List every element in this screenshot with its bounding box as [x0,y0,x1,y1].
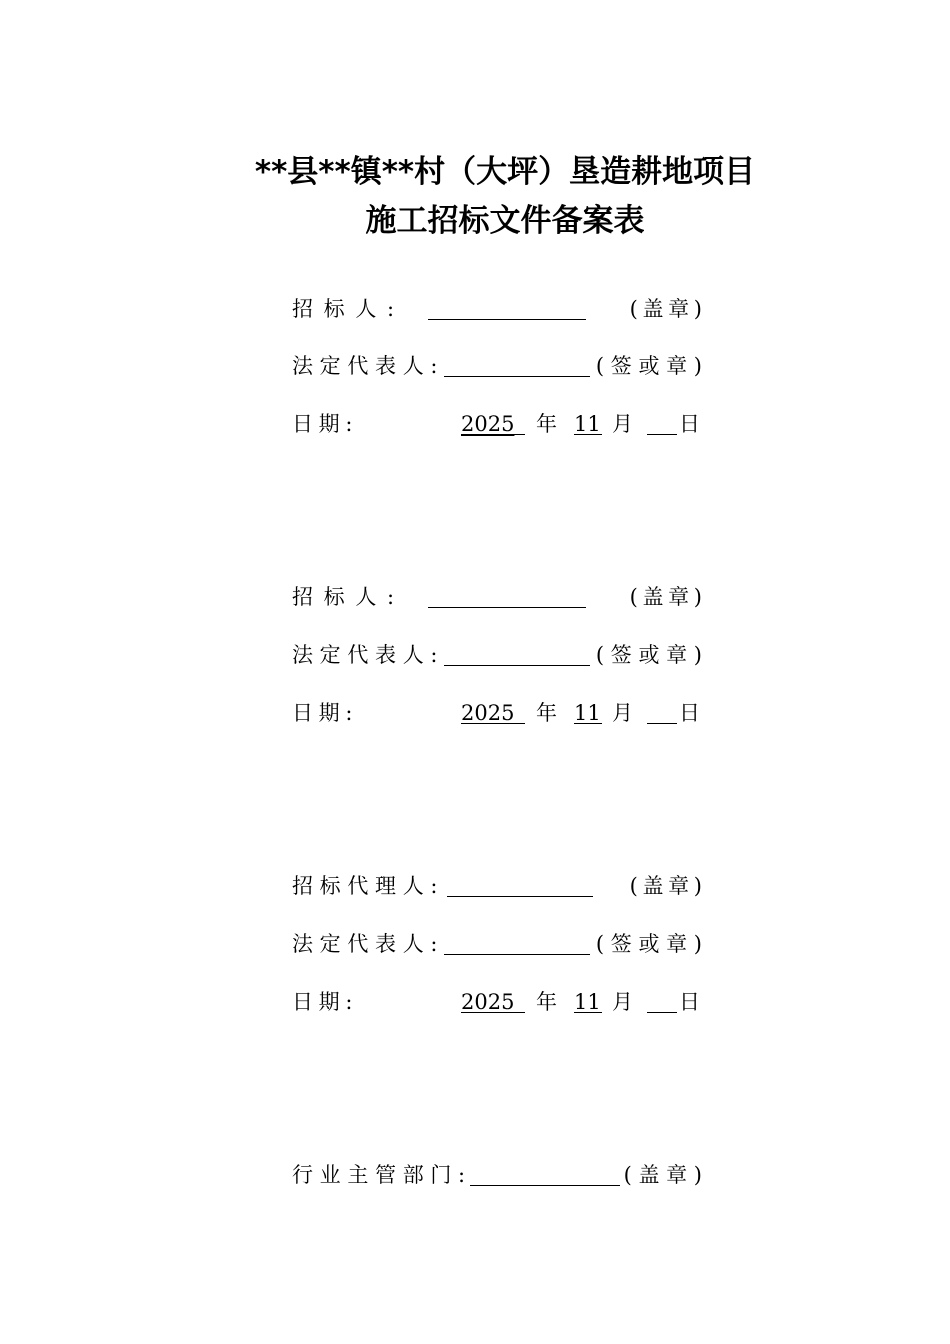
field-label: 招 标 代 理 人 : [292,874,438,898]
month-underline [574,723,602,724]
date-row [292,987,702,1017]
signature-line [447,896,593,897]
field-label: 法 定 代 表 人 : [292,932,438,956]
bidder-row [292,294,702,324]
day-unit: 日 [679,412,700,436]
date-year: 2025 [461,412,515,436]
date-month: 11 [574,412,601,436]
seal-note: ( 盖 章 ) [629,297,702,321]
signature-line [428,607,586,608]
date-row [292,409,702,439]
field-label: 招 标 人 : [292,585,395,609]
seal-note: ( 签 或 章 ) [595,354,702,378]
year-underline [461,1012,525,1013]
field-label: 法 定 代 表 人 : [292,354,438,378]
month-underline [574,1012,602,1013]
year-unit: 年 [536,990,557,1014]
month-unit: 月 [612,412,633,436]
signature-line [444,376,590,377]
signature-line [444,954,590,955]
seal-note: ( 盖 章 ) [629,585,702,609]
signature-line [470,1185,620,1186]
signature-line [428,319,586,320]
industry-authority-row [292,1160,702,1190]
seal-note: ( 签 或 章 ) [595,932,702,956]
day-unit: 日 [679,990,700,1014]
date-row [292,698,702,728]
year-underline [461,723,525,724]
month-underline [574,434,602,435]
field-label: 日 期 : [292,701,353,725]
year-unit: 年 [536,701,557,725]
day-unit: 日 [679,701,700,725]
year-underline [461,434,525,435]
seal-note: ( 盖 章 ) [623,1163,702,1187]
legal-representative-row [292,640,702,670]
field-label: 法 定 代 表 人 : [292,643,438,667]
date-year: 2025 [461,990,515,1014]
bidding-agent-row [292,871,702,901]
signature-line [444,665,590,666]
month-unit: 月 [612,990,633,1014]
field-label: 招 标 人 : [292,297,395,321]
day-underline [647,1012,677,1013]
year-unit: 年 [536,412,557,436]
field-label: 日 期 : [292,412,353,436]
seal-note: ( 盖 章 ) [629,874,702,898]
date-month: 11 [574,701,601,725]
day-underline [647,434,677,435]
field-label: 日 期 : [292,990,353,1014]
day-underline [647,723,677,724]
legal-representative-row [292,929,702,959]
document-title-line2: 施工招标文件备案表 [365,203,645,239]
date-year: 2025 [461,701,515,725]
field-label: 行 业 主 管 部 门 : [292,1163,466,1187]
document-title-line1: **县**镇**村（大坪）垦造耕地项目 [254,154,756,190]
bidder-row [292,582,702,612]
month-unit: 月 [612,701,633,725]
legal-representative-row [292,351,702,381]
seal-note: ( 签 或 章 ) [595,643,702,667]
date-month: 11 [574,990,601,1014]
